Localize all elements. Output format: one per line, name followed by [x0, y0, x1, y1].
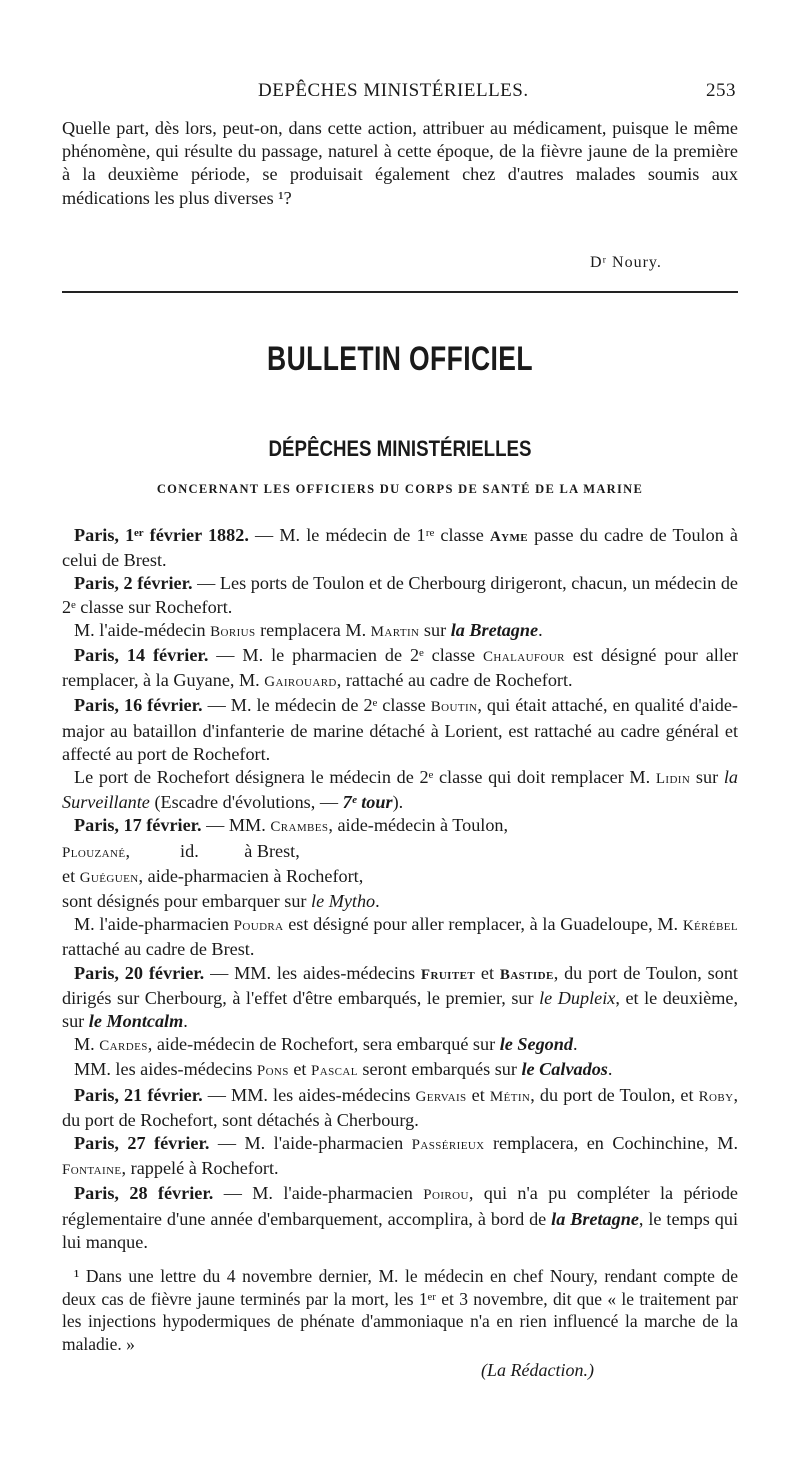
footnote-credit: (La Rédaction.) [481, 1360, 594, 1380]
bulletin-title: BULLETIN OFFICIEL [267, 340, 533, 378]
section-title: DÉPÊCHES MINISTÉRIELLES [268, 436, 532, 461]
page-number: 253 [706, 80, 736, 101]
footnote [62, 1265, 738, 1355]
entry: Paris, 2 février. — Les ports de Toulon et de Cherbourg dirigeront, chacun, un médecin de 2ᵉ classe sur Rochefort. [62, 573, 738, 617]
entry: sont désignés pour embarquer sur le Mytho. [62, 891, 380, 912]
entry: Paris, 28 février. — M. l'aide-pharmacien Poirou, qui n'a pu compléter la période réglementaire d'une année d'embarquement, accomplira, à bord de la Bretagne, le temps qui lui manque. [62, 1183, 738, 1252]
running-title: DEPÊCHES MINISTÉRIELLES. [258, 80, 529, 101]
footnote-text: ¹ Dans une lettre du 4 novembre dernier, M. le médecin en chef Noury, rendant compte de deux cas de fièvre jaune terminés par la mort, les 1ᵉʳ et 3 novembre, dit que « le traitement par les injections hypodermiques de phénate d'ammoniaque n'a en rien influencé la marche de la maladie. » [62, 1266, 738, 1354]
entry: Paris, 20 février. — MM. les aides-médecins Fruitet et Bastide, du port de Toulon, sont dirigés sur Cherbourg, à l'effet d'être embarqués, le premier, sur le Dupleix, et le deuxième, sur le Montcalm. [62, 962, 738, 1032]
entry: Le port de Rochefort désignera le médecin de 2ᵉ classe qui doit remplacer M. Lidin sur la Surveillante (Escadre d'évolutions, — 7ᵉ tour). [62, 767, 738, 813]
entry: Paris, 1ᵉʳ février 1882. — M. le médecin de 1ʳᵉ classe Ayme passe du cadre de Toulon à celui de Brest. [62, 525, 739, 571]
entry: Paris, 14 février. — M. le pharmacien de 2ᵉ classe Chalaufour est désigné pour aller remplacer, à la Guyane, M. Gairouard, rattaché au cadre de Rochefort. [62, 645, 738, 691]
entry: et Guéguen, aide-pharmacien à Rochefort, [62, 865, 364, 886]
entry: Paris, 16 février. — M. le médecin de 2ᵉ classe Boutin, qui était attaché, en qualité d'aide-major au bataillon d'infanterie de marine détaché à Lorient, est rattaché au cadre général et affecté au port de Rochefort. [62, 695, 738, 764]
entry: M. l'aide-pharmacien Poudra est désigné pour aller remplacer, à la Guadeloupe, M. Kérébel rattaché au cadre de Brest. [62, 914, 738, 960]
entry: Paris, 21 février. — MM. les aides-médecins Gervais et Métin, du port de Toulon, et Roby, du port de Rochefort, sont détachés à Cherbourg. [62, 1084, 738, 1130]
signature: Dʳ Noury. [590, 254, 662, 271]
section-divider [62, 291, 738, 293]
entry: MM. les aides-médecins Pons et Pascal seront embarqués sur le Calvados. [74, 1059, 613, 1080]
entry: M. l'aide-médecin Borius remplacera M. Martin sur la Bretagne. [74, 619, 543, 640]
entry: M. Cardes, aide-médecin de Rochefort, sera embarqué sur le Segond. [74, 1034, 578, 1055]
dispatch-entries [62, 524, 738, 1254]
entry: Paris, 27 février. — M. l'aide-pharmacien Passérieux remplacera, en Cochinchine, M. Fontaine, rappelé à Rochefort. [62, 1133, 738, 1179]
entry: Paris, 17 février. — MM. Crambes, aide-médecin à Toulon, [74, 815, 509, 836]
intro-paragraph: Quelle part, dès lors, peut-on, dans cette action, attribuer au médicament, puisque le même phénomène, qui résulte du passage, naturel à cette époque, de la fièvre jaune de la première à la deuxième période, se produisait également chez d'autres malades soumis aux médications les plus diverses ¹? [62, 118, 738, 208]
running-header [0, 80, 800, 104]
section-subtitle: CONCERNANT LES OFFICIERS DU CORPS DE SANTÉ DE LA MARINE [156, 482, 644, 496]
entry: Plouzané, id. à Brest, [62, 840, 300, 861]
